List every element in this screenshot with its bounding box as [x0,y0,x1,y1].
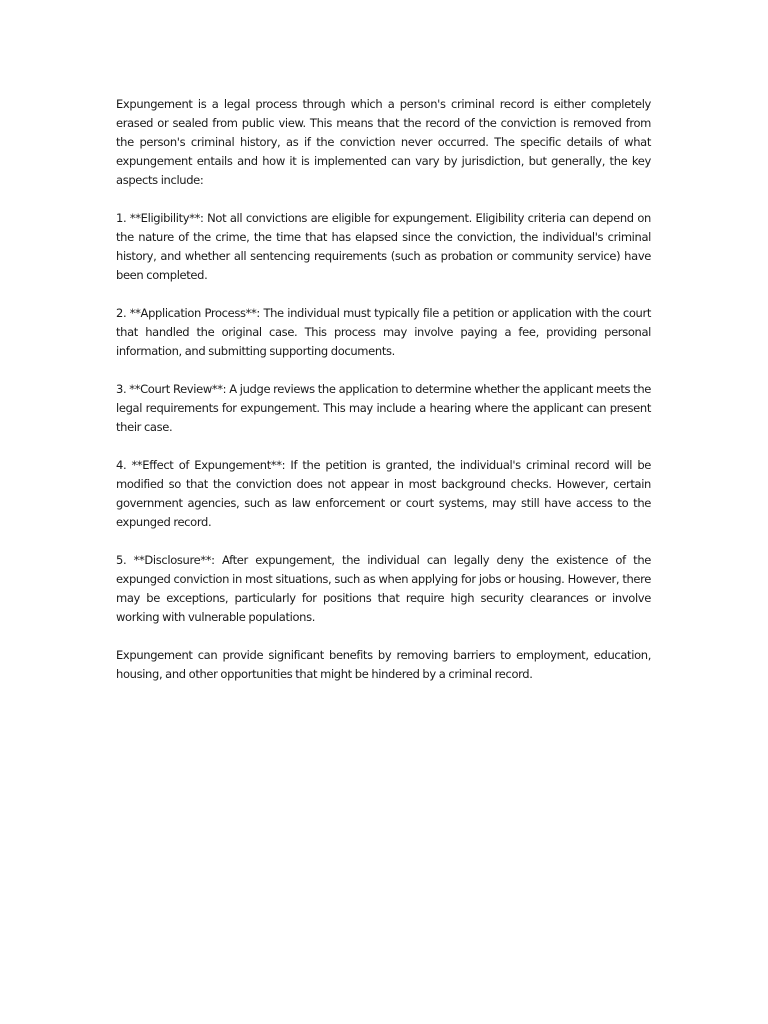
intro-paragraph: Expungement is a legal process through which a person's criminal record is either completely erased or sealed from public view. This means that the record of the conviction is removed from the person's criminal history, as if the conviction never occurred. The specific details of what expungement entails and how it is implemented can vary by jurisdiction, but generally, the key aspects include: [116,97,651,187]
effect-of-expungement-paragraph: 4. **Effect of Expungement**: If the petition is granted, the individual's criminal record will be modified so that the conviction does not appear in most background checks. However, certain government agencies, such as law enforcement or court systems, may still have access to the expunged record. [116,458,651,529]
court-review-paragraph: 3. **Court Review**: A judge reviews the application to determine whether the applicant meets the legal requirements for expungement. This may include a hearing where the applicant can present their case. [116,382,651,434]
eligibility-paragraph: 1. **Eligibility**: Not all convictions are eligible for expungement. Eligibility criteria can depend on the nature of the crime, the time that has elapsed since the conviction, the individual's criminal history, and whether all sentencing requirements (such as probation or community service) have been completed. [116,211,651,282]
disclosure-paragraph: 5. **Disclosure**: After expungement, the individual can legally deny the existence of the expunged conviction in most situations, such as when applying for jobs or housing. However, there may be exceptions, particularly for positions that require high security clearances or involve working with vulnerable populations. [116,553,651,624]
document-body [116,95,651,703]
conclusion-paragraph: Expungement can provide significant benefits by removing barriers to employment, education, housing, and other opportunities that might be hindered by a criminal record. [116,648,651,681]
application-process-paragraph: 2. **Application Process**: The individual must typically file a petition or application with the court that handled the original case. This process may involve paying a fee, providing personal information, and submitting supporting documents. [116,306,651,358]
